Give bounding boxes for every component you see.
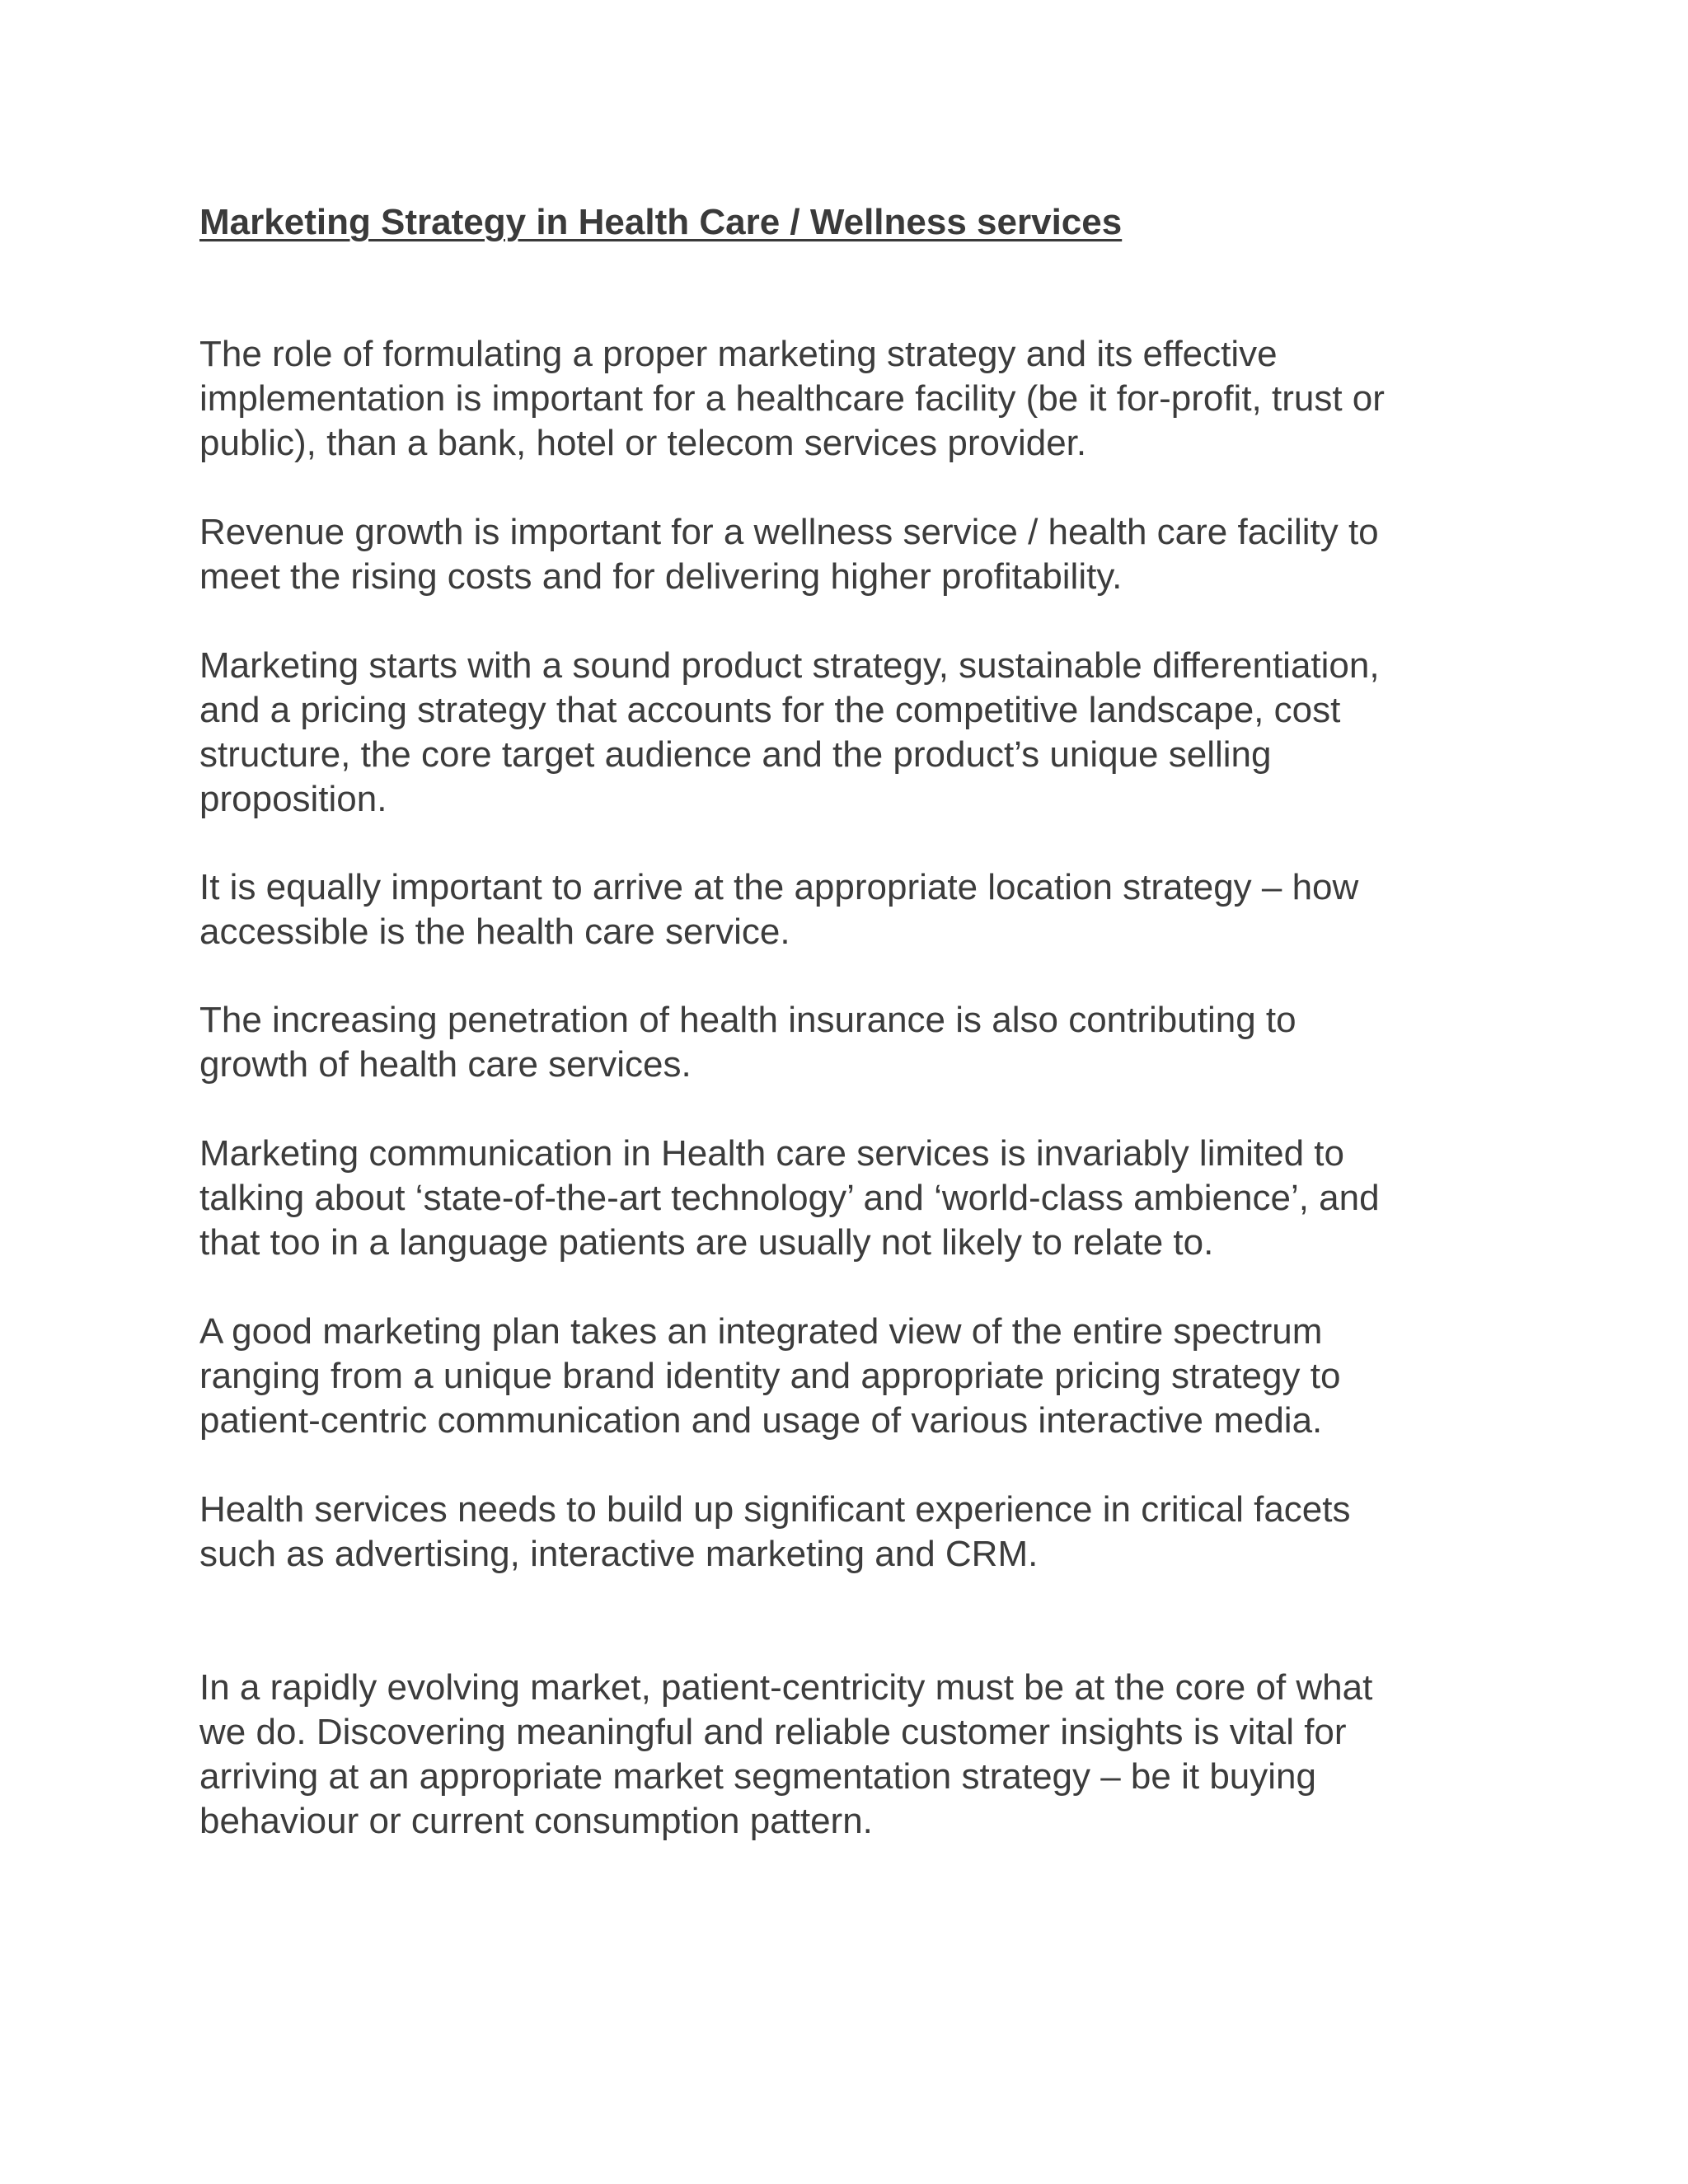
paragraph-line: proposition. bbox=[199, 779, 387, 819]
paragraph-line: A good marketing plan takes an integrated view of the entire spectrum bbox=[199, 1311, 1323, 1352]
paragraph-line: growth of health care services. bbox=[199, 1044, 692, 1085]
paragraph-line: It is equally important to arrive at the appropriate location strategy – how bbox=[199, 867, 1359, 907]
paragraph-line: talking about ‘state-of-the-art technology’ and ‘world-class ambience’, and bbox=[199, 1178, 1380, 1218]
paragraph-line: such as advertising, interactive marketing and CRM. bbox=[199, 1534, 1039, 1574]
paragraph-line: meet the rising costs and for delivering higher profitability. bbox=[199, 556, 1123, 597]
paragraph-marketing-communication bbox=[199, 1132, 1485, 1265]
paragraph-line: and a pricing strategy that accounts for the competitive landscape, cost bbox=[199, 690, 1341, 730]
paragraph-line: accessible is the health care service. bbox=[199, 912, 790, 952]
paragraph-line: Revenue growth is important for a wellness service / health care facility to bbox=[199, 512, 1379, 552]
document-title: Marketing Strategy in Health Care / Wellness services bbox=[199, 202, 1123, 242]
paragraph-line: ranging from a unique brand identity and appropriate pricing strategy to bbox=[199, 1356, 1341, 1396]
paragraph-line: In a rapidly evolving market, patient-centricity must be at the core of what bbox=[199, 1667, 1373, 1708]
paragraph-patient-centricity bbox=[199, 1666, 1485, 1844]
paragraph-line: Health services needs to build up significant experience in critical facets bbox=[199, 1489, 1351, 1530]
paragraph-line: Marketing starts with a sound product strategy, sustainable differentiation, bbox=[199, 645, 1380, 686]
paragraph-line: Marketing communication in Health care services is invariably limited to bbox=[199, 1133, 1344, 1174]
paragraph-line: The role of formulating a proper marketing strategy and its effective bbox=[199, 334, 1278, 374]
paragraph-line: patient-centric communication and usage of various interactive media. bbox=[199, 1400, 1323, 1441]
paragraph-line: implementation is important for a healthcare facility (be it for-profit, trust or bbox=[199, 378, 1385, 419]
paragraph-line: arriving at an appropriate market segmentation strategy – be it buying bbox=[199, 1756, 1316, 1797]
paragraph-location-strategy bbox=[199, 865, 1485, 954]
paragraph-line: The increasing penetration of health insurance is also contributing to bbox=[199, 1000, 1296, 1040]
paragraph-line: that too in a language patients are usually not likely to relate to. bbox=[199, 1222, 1214, 1263]
paragraph-line: structure, the core target audience and the product’s unique selling bbox=[199, 734, 1272, 775]
paragraph-role-of-marketing-strategy bbox=[199, 332, 1485, 466]
paragraph-line: behaviour or current consumption pattern. bbox=[199, 1801, 873, 1841]
paragraph-health-insurance bbox=[199, 998, 1485, 1087]
paragraph-revenue-growth bbox=[199, 510, 1485, 599]
paragraph-marketing-plan bbox=[199, 1310, 1485, 1443]
paragraph-line: we do. Discovering meaningful and reliable customer insights is vital for bbox=[199, 1712, 1347, 1752]
paragraph-product-strategy bbox=[199, 644, 1485, 822]
paragraph-line: public), than a bank, hotel or telecom services provider. bbox=[199, 423, 1087, 463]
paragraph-health-services-experience bbox=[199, 1488, 1485, 1577]
